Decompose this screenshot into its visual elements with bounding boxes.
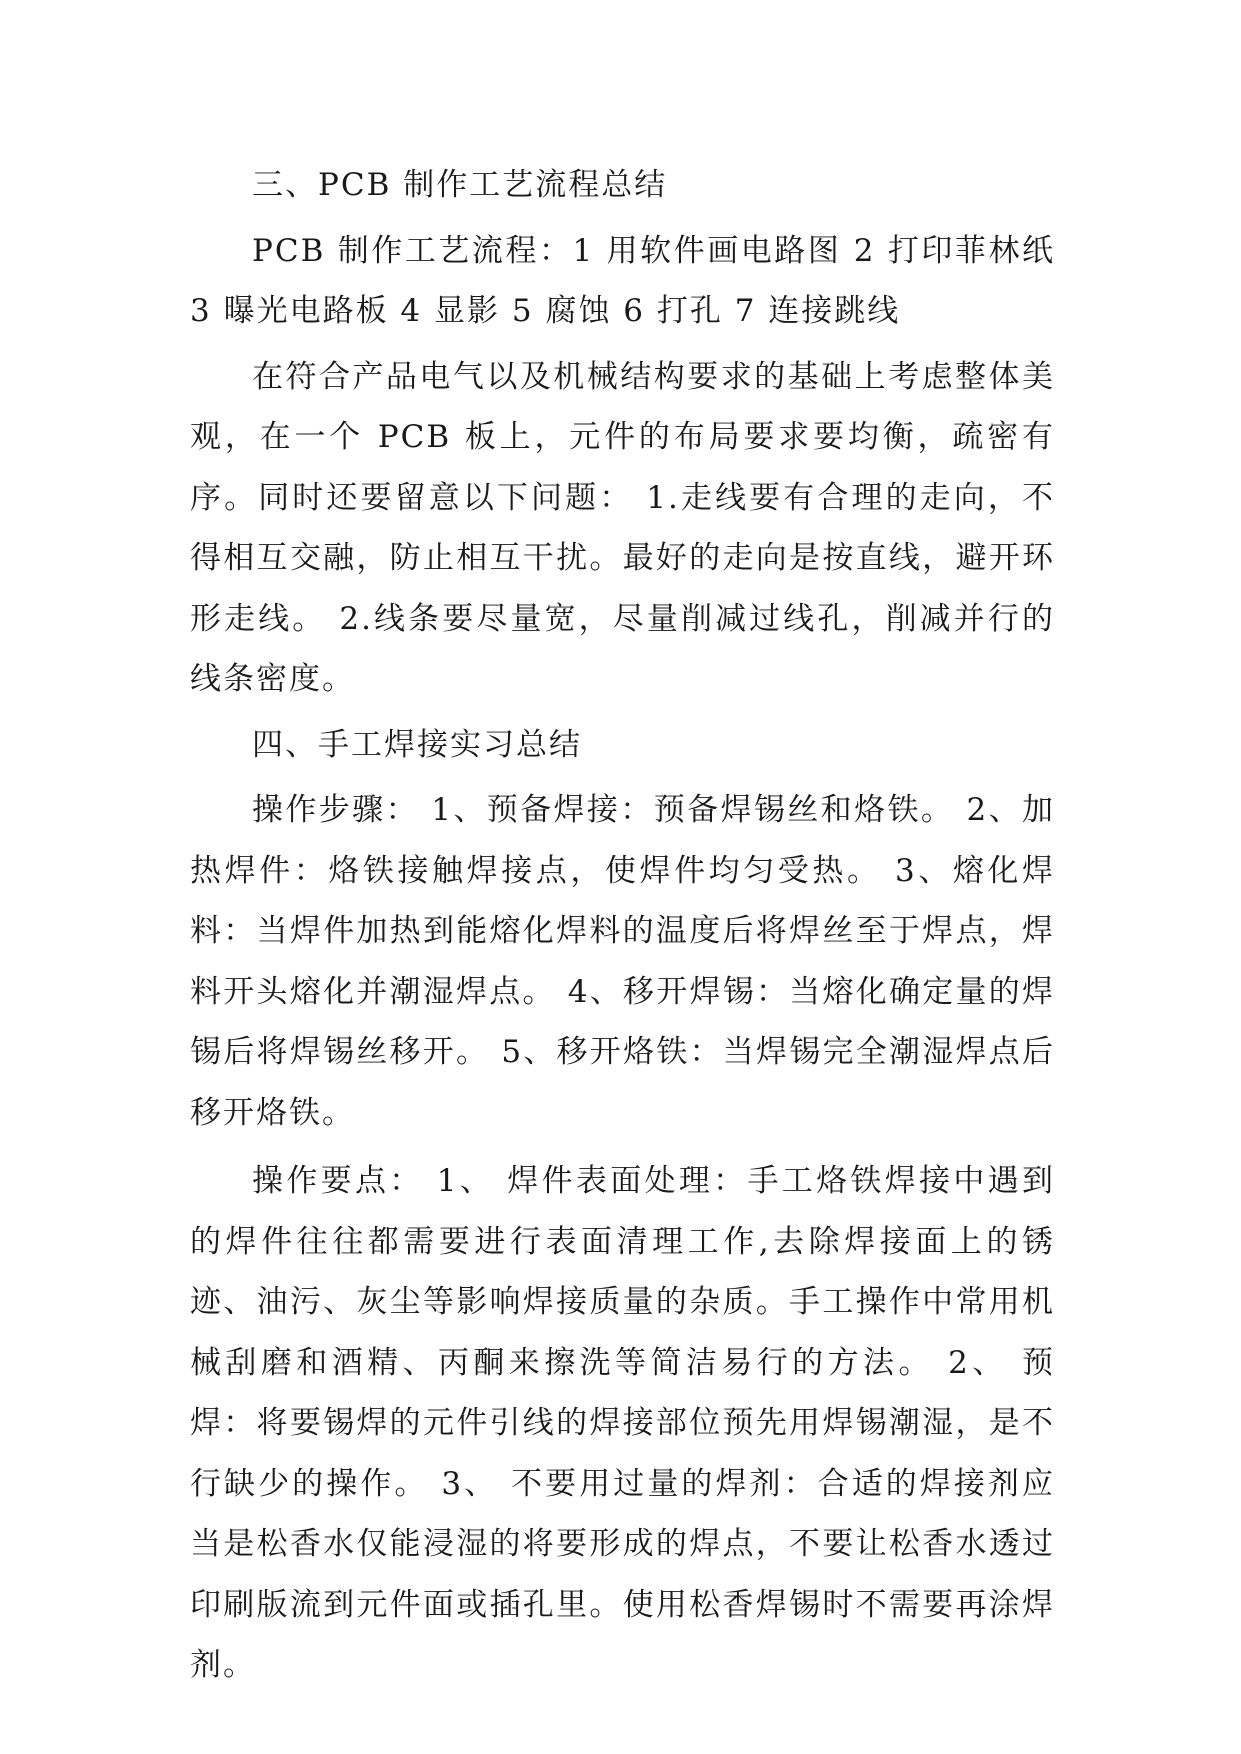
section-3-heading: 三、PCB 制作工艺流程总结	[252, 167, 668, 203]
document-body	[190, 155, 1055, 1696]
section-4-heading: 四、手工焊接实习总结	[252, 726, 582, 763]
soldering-steps-paragraph: 操作步骤： 1、预备焊接：预备焊锡丝和烙铁。 2、加热焊件：烙铁接触焊接点，使焊件均匀受热。 3、熔化焊料：当焊件加热到能熔化焊料的温度后将焊丝至于焊点，焊料开头熔化并潮湿焊点。 4、移开焊锡：当熔化确定量的焊锡后将焊锡丝移开。 5、移开烙铁：当焊锡完全潮湿焊点后移开烙铁。	[190, 792, 1055, 1131]
pcb-process-paragraph: PCB 制作工艺流程：1 用软件画电路图 2 打印菲林纸 3 曝光电路板 4 显影 5 腐蚀 6 打孔 7 连接跳线	[190, 232, 1055, 329]
pcb-layout-paragraph: 在符合产品电气以及机械结构要求的基础上考虑整体美观，在一个 PCB 板上，元件的布局要求要均衡，疏密有序。同时还要留意以下问题： 1.走线要有合理的走向，不得相互交融，防止相互干扰。最好的走向是按直线，避开环形走线。 2.线条要尽量宽，尽量削减过线孔，削减并行的线条密度。	[190, 358, 1055, 697]
soldering-key-points-paragraph: 操作要点： 1、 焊件表面处理：手工烙铁焊接中遇到的焊件往往都需要进行表面清理工作,去除焊接面上的锈迹、油污、灰尘等影响焊接质量的杂质。手工操作中常用机械刮磨和酒精、丙酮来擦洗等简洁易行的方法。 2、 预焊：将要锡焊的元件引线的焊接部位预先用焊锡潮湿，是不行缺少的操作。 3、 不要用过量的焊剂：合适的焊接剂应当是松香水仅能浸湿的将要形成的焊点，不要让松香水透过印刷版流到元件面或插孔里。使用松香焊锡时不需要再涂焊剂。	[190, 1163, 1055, 1683]
